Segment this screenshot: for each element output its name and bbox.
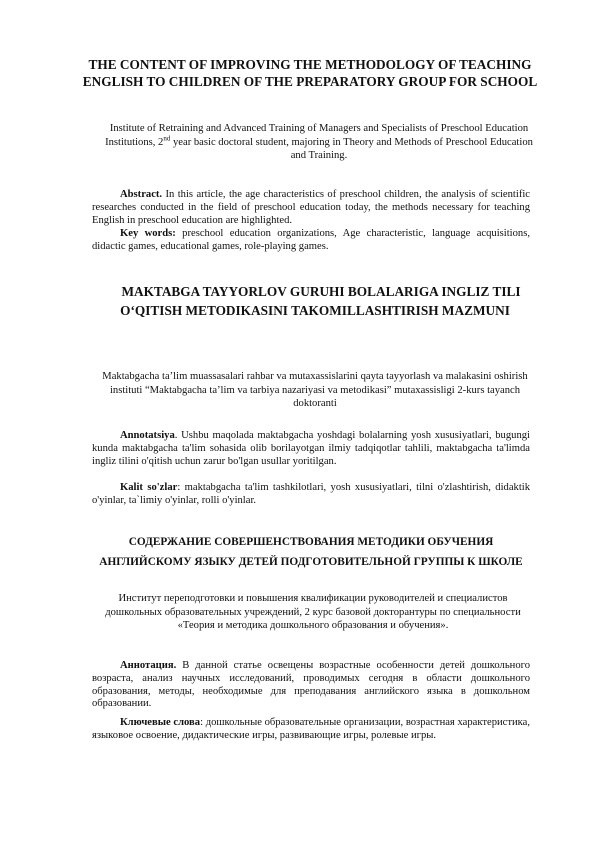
russian-title: СОДЕРЖАНИЕ СОВЕРШЕНСТВОВАНИЯ МЕТОДИКИ ОБУЧЕНИЯ АНГЛИЙСКОМУ ЯЗЫКУ ДЕТЕЙ ПОДГОТОВИТЕЛЬНОЙ ГРУППЫ К ШКОЛЕ — [99, 536, 523, 568]
uzbek-keywords — [92, 482, 530, 508]
english-affiliation — [98, 122, 540, 163]
russian-abstract-label: Аннотация. — [120, 660, 177, 671]
uzbek-affiliation: Maktabgacha ta’lim muassasalari rahbar va mutaxassislarini qayta tayyorlash va malakasini oshirish instituti “Maktabgacha ta’lim va tarbiya nazariyasi va metodikasi” mutaxassisligi 2-kurs tayanch doktoranti — [102, 371, 528, 410]
english-title: THE CONTENT OF IMPROVING THE METHODOLOGY OF TEACHING ENGLISH TO CHILDREN OF THE PREPARATORY GROUP FOR SCHOOL — [82, 57, 538, 89]
russian-keywords-label: Ключевые слова — [120, 717, 201, 728]
russian-abstract-text: В данной статье освещены возрастные особенности детей дошкольного возраста, анализ научных исследований, проводимых сегодня в области дошкольного образования, методы, необходимые для преподавания английского языка в дошкольном образовании. — [92, 660, 530, 710]
uzbek-keywords-text: : maktabgacha ta'lim tashkilotlari, yosh xususiyatlari, tilni o'zlashtirish, didaktik o'yinlar, ta`limiy o'yinlar, rolli o'yinlar. — [92, 482, 530, 506]
english-keywords — [92, 228, 530, 254]
uzbek-abstract — [92, 430, 530, 468]
uzbek-abstract-text: . Ushbu maqolada maktabgacha yoshdagi bolalarning yosh xususiyatlari, bugungi kunda maktabgacha ta'lim sohasida olib borilayotgan ilmiy tadqiqotlar tahlili, maktabgacha ta'limda ingliz tilini o'qitish uchun zarur bo'lgan usullar yoritilgan. — [92, 430, 530, 467]
english-affiliation-text-a: Institute of Retraining and Advanced Training of Managers and Specialists of Preschool Education Institutions, 2 — [105, 123, 529, 148]
uzbek-title — [105, 282, 525, 320]
english-affiliation-sup: nd — [163, 134, 171, 143]
english-abstract-label: Abstract. — [120, 189, 163, 200]
russian-affiliation: Институт переподготовки и повышения квалификации руководителей и специалистов дошкольных образовательных учреждений, 2 курс базовой докторантуры по специальности «Теория и методика дошкольного образования и обучения». — [105, 593, 521, 632]
russian-keywords-text: : дошкольные образовательные организации, возрастная характеристика, языковое освоение, дидактические игры, развивающие игры, ролевые игры. — [92, 717, 530, 741]
uzbek-title-text: MAKTABGA TAYYORLOV GURUHI BOLALARIGA INGLIZ TILI O‘QITISH METODIKASINI TAKOMILLASHTIRISH MAZMUNI — [120, 284, 521, 318]
russian-abstract — [92, 660, 530, 711]
uzbek-abstract-label: Annotatsiya — [120, 430, 175, 441]
uzbek-keywords-label: Kalit so'zlar — [120, 482, 178, 493]
english-abstract — [92, 189, 530, 227]
english-abstract-text: In this article, the age characteristics of preschool children, the analysis of scientific researches conducted in the field of preschool education today, the methods necessary for teaching English in preschool education are highlighted. — [92, 189, 530, 226]
english-keywords-text: preschool education organizations, Age characteristic, language acquisitions, didactic games, educational games, role-playing games. — [92, 228, 530, 252]
english-keywords-label: Key words: — [120, 228, 176, 239]
english-affiliation-text-b: year basic doctoral student, majoring in Theory and Methods of Preschool Education and Training. — [170, 136, 533, 162]
russian-keywords — [92, 717, 530, 743]
